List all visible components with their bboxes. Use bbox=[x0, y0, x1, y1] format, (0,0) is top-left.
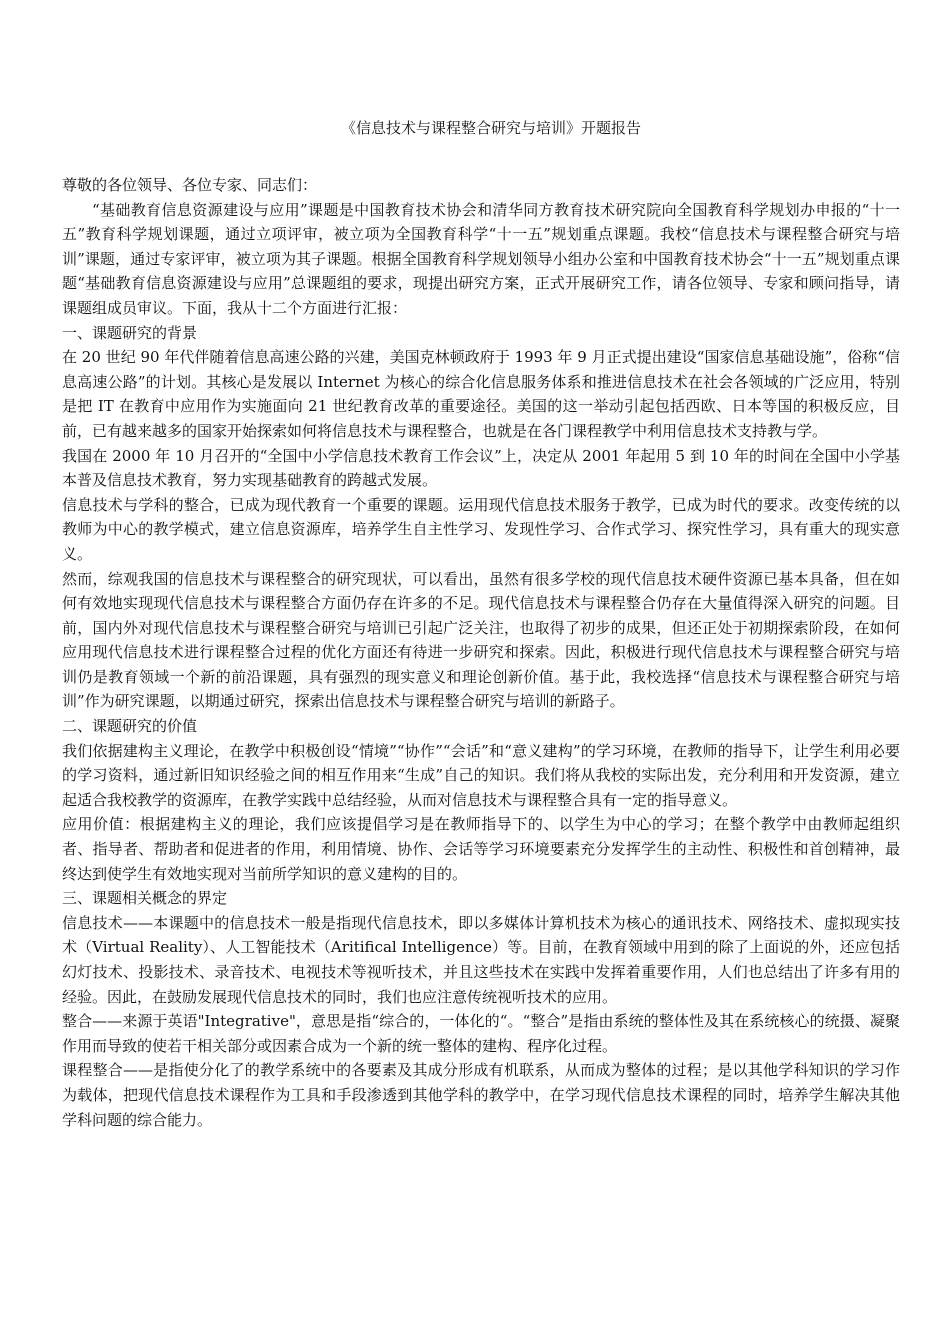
concept-paragraph-curriculum-integration: 课程整合——是指使分化了的教学系统中的各要素及其成分形成有机联系，从而成为整体的过程；是以其他学科知识的学习作为载体，把现代信息技术课程作为工具和手段渗透到其他学科的教学中，在学习现代信息技术课程的同时，培养学生解决其他学科问题的综合能力。 bbox=[62, 1061, 900, 1129]
section-heading-value: 二、课题研究的价值 bbox=[62, 717, 198, 736]
background-paragraph-4: 然而，综观我国的信息技术与课程整合的研究现状，可以看出，虽然有很多学校的现代信息技术硬件资源已基本具备，但在如何有效地实现现代信息技术与课程整合方面仍存在许多的不足。现代信息技术与课程整合仍存在大量值得深入研究的问题。目前，国内外对现代信息技术与课程整合研究与培训已引起广泛关注，也取得了初步的成果，但还正处于初期探索阶段，在如何应用现代信息技术进行课程整合过程的优化方面还有待进一步研究和探索。因此，积极进行现代信息技术与课程整合研究与培训仍是教育领域一个新的前沿课题，具有强烈的现实意义和理论创新价值。基于此，我校选择“信息技术与课程整合研究与培训”作为研究课题，以期通过研究，探索出信息技术与课程整合研究与培训的新路子。 bbox=[62, 569, 900, 711]
section-heading-background: 一、课题研究的背景 bbox=[62, 323, 198, 342]
concept-paragraph-it: 信息技术——本课题中的信息技术一般是指现代信息技术，即以多媒体计算机技术为核心的通讯技术、网络技术、虚拟现实技术（Virtual Reality）、人工智能技术（Aritifical Intelligence）等。目前，在教育领域中用到的除了上面说的外，还应包括幻灯技术、投影技术、录音技术、电视技术等视听技术，并且这些技术在实践中发挥着重要作用，人们也总结出了许多有用的经验。因此，在鼓励发展现代信息技术的同时，我们也应注意传统视听技术的应用。 bbox=[62, 913, 900, 1006]
background-paragraph-1: 在 20 世纪 90 年代伴随着信息高速公路的兴建，美国克林顿政府于 1993 年 9 月正式提出建设“国家信息基础设施”，俗称“信息高速公路”的计划。其核心是发展以 Internet 为核心的综合化信息服务体系和推进信息技术在社会各领域的广泛应用，特别是把 IT 在教育中应用作为实施面向 21 世纪教育改革的重要途径。美国的这一举动引起包括西欧、日本等国的积极反应，目前，已有越来越多的国家开始探索如何将信息技术与课程整合，也就是在各门课程教学中利用信息技术支持教与学。 bbox=[62, 348, 900, 440]
document-title: 《信息技术与课程整合研究与培训》开题报告 bbox=[340, 119, 641, 137]
concept-paragraph-integration: 整合——来源于英语"Integrative"，意思是指“综合的，一体化的“。“整合”是指由系统的整体性及其在系统核心的统摄、凝聚作用而导致的使若干相关部分或因素合成为一个新的统一整体的建构、程序化过程。 bbox=[62, 1012, 900, 1055]
background-paragraph-3: 信息技术与学科的整合，已成为现代教育一个重要的课题。运用现代信息技术服务于教学，已成为时代的要求。改变传统的以教师为中心的教学模式，建立信息资源库，培养学生自主性学习、发现性学习、合作式学习、探究性学习，具有重大的现实意义。 bbox=[62, 495, 900, 563]
section-heading-concepts: 三、课题相关概念的界定 bbox=[62, 889, 228, 908]
background-paragraph-2: 我国在 2000 年 10 月召开的“全国中小学信息技术教育工作会议”上，决定从 2001 年起用 5 到 10 年的时间在全国中小学基本普及信息技术教育，努力实现基础教育的跨越式发展。 bbox=[62, 446, 900, 490]
value-paragraph-1: 我们依据建构主义理论，在教学中积极创设“情境”“协作”“会话”和“意义建构”的学习环境，在教师的指导下，让学生利用必要的学习资料，通过新旧知识经验之间的相互作用来“生成”自己的知识。我们将从我校的实际出发，充分利用和开发资源，建立起适合我校教学的资源库，在教学实践中总结经验，从而对信息技术与课程整合具有一定的指导意义。 bbox=[62, 741, 900, 809]
value-paragraph-2: 应用价值：根据建构主义的理论，我们应该提倡学习是在教师指导下的、以学生为中心的学习；在整个教学中由教师起组织者、指导者、帮助者和促进者的作用，利用情境、协作、会话等学习环境要素充分发挥学生的主动性、积极性和首创精神，最终达到使学生有效地实现对当前所学知识的意义建构的目的。 bbox=[62, 815, 900, 883]
salutation: 尊敬的各位领导、各位专家、同志们： bbox=[62, 176, 318, 194]
intro-paragraph: “基础教育信息资源建设与应用”课题是中国教育技术协会和清华同方教育技术研究院向全国教育科学规划办申报的“十一五”教育科学规划课题，通过立项评审，被立项为全国教育科学“十一五”规划重点课题。我校“信息技术与课程整合研究与培训”课题，通过专家评审，被立项为其子课题。根据全国教育科学规划领导小组办公室和中国教育技术协会“十一五”规划重点课题“基础教育信息资源建设与应用”总课题组的要求，现提出研究方案，正式开展研究工作，请各位领导、专家和顾问指导，请课题组成员审议。下面，我从十二个方面进行汇报： bbox=[62, 200, 900, 317]
document-page bbox=[62, 116, 900, 1132]
